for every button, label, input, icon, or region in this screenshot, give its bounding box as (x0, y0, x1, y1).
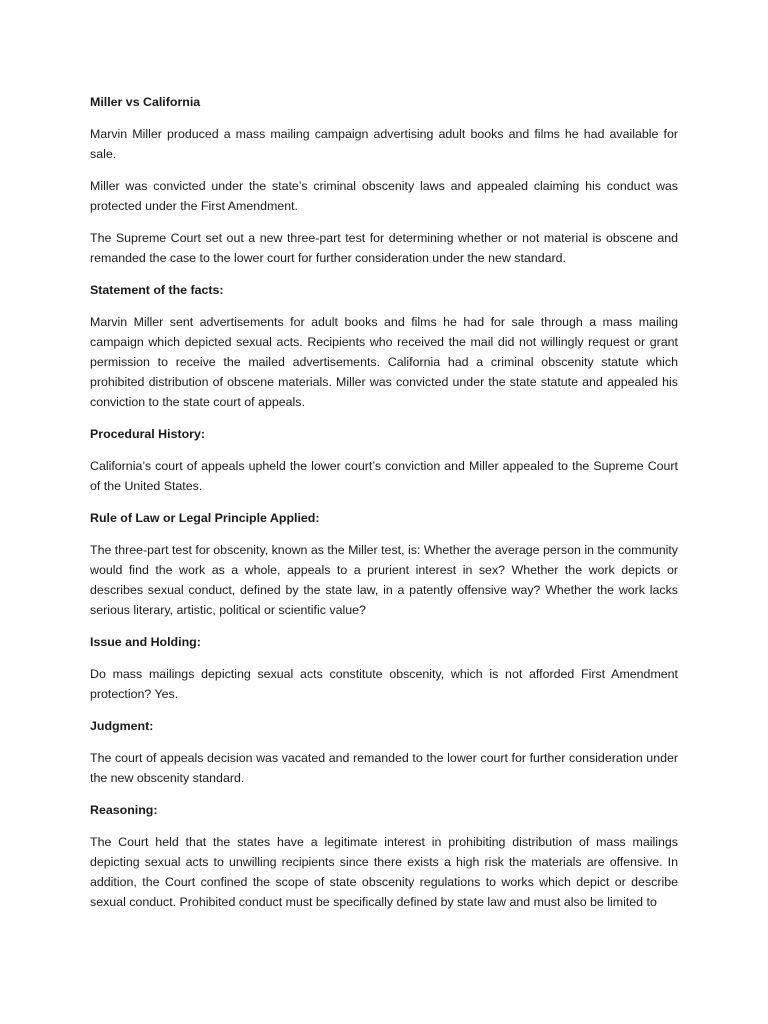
section-body-rule-of-law: The three-part test for obscenity, known as the Miller test, is: Whether the average person in the community would find the work as a whole, appeals to a prurient interest in sex? Whether the work depicts or describes sexual conduct, defined by the state law, in a patently offensive way? Whether the work lacks serious literary, artistic, political or scientific value? (90, 543, 678, 617)
document-body (90, 92, 678, 924)
section-heading-rule-of-law: Rule of Law or Legal Principle Applied: (90, 511, 320, 525)
section-body-facts: Marvin Miller sent advertisements for adult books and films he had for sale through a mass mailing campaign which depicted sexual acts. Recipients who received the mail did not willingly request or grant permission to receive the mailed advertisements. California had a criminal obscenity statute which prohibited distribution of obscene materials. Miller was convicted under the state statute and appealed his conviction to the state court of appeals. (90, 315, 678, 409)
intro-paragraph: Marvin Miller produced a mass mailing campaign advertising adult books and films he had available for sale. (90, 127, 678, 161)
section-body-issue-holding: Do mass mailings depicting sexual acts constitute obscenity, which is not afforded First Amendment protection? Yes. (90, 667, 678, 701)
section-heading-reasoning: Reasoning: (90, 803, 158, 817)
section-body-judgment: The court of appeals decision was vacated and remanded to the lower court for further consideration under the new obscenity standard. (90, 751, 678, 785)
section-body-reasoning: The Court held that the states have a legitimate interest in prohibiting distribution of mass mailings depicting sexual acts to unwilling recipients since there exists a high risk the materials are offensive. In addition, the Court confined the scope of state obscenity regulations to works which depict or describe sexual conduct. Prohibited conduct must be specifically defined by state law and must also be limited to (90, 835, 678, 909)
section-heading-facts: Statement of the facts: (90, 283, 224, 297)
intro-paragraph: The Supreme Court set out a new three-part test for determining whether or not material is obscene and remanded the case to the lower court for further consideration under the new standard. (90, 231, 678, 265)
intro-paragraph: Miller was convicted under the state’s criminal obscenity laws and appealed claiming his conduct was protected under the First Amendment. (90, 179, 678, 213)
document-title: Miller vs California (90, 95, 201, 109)
section-heading-procedural-history: Procedural History: (90, 427, 205, 441)
section-heading-issue-holding: Issue and Holding: (90, 635, 201, 649)
section-heading-judgment: Judgment: (90, 719, 154, 733)
section-body-procedural-history: California’s court of appeals upheld the lower court’s conviction and Miller appealed to the Supreme Court of the United States. (90, 459, 678, 493)
